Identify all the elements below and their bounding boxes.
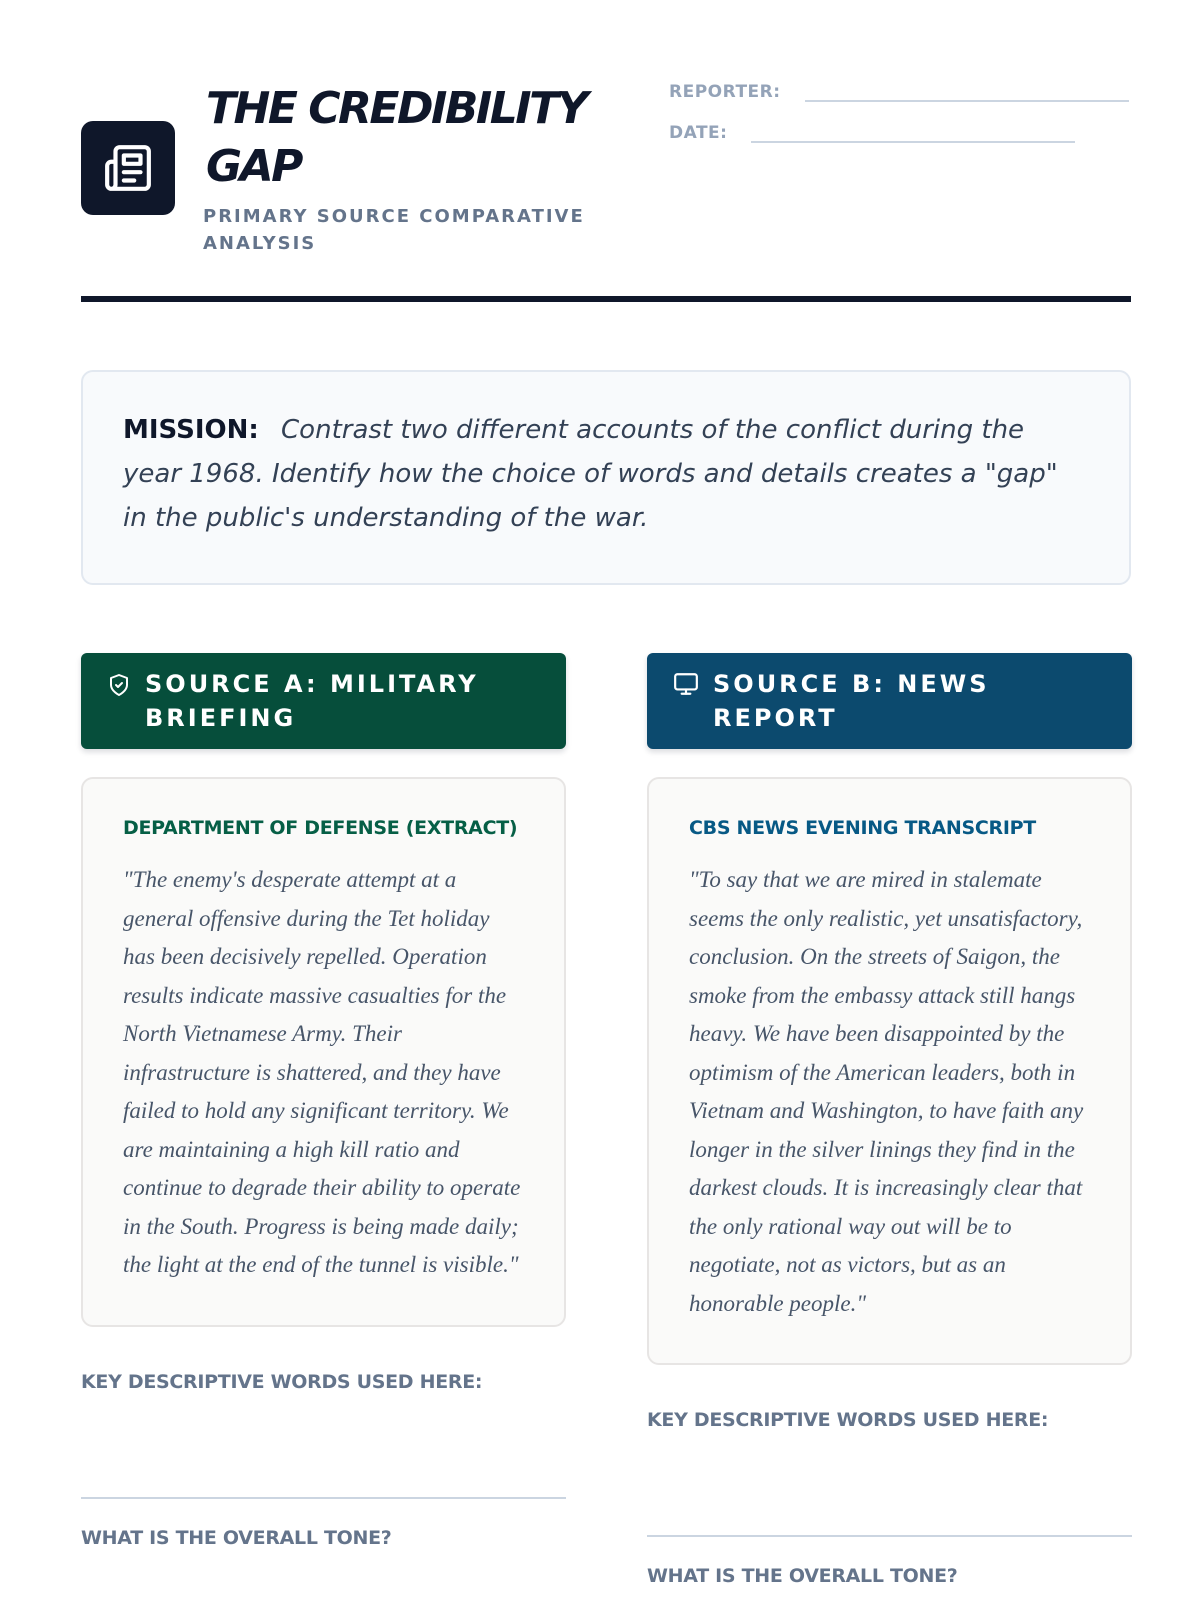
source-a-header: [81, 653, 566, 749]
source-b-tone-prompt: WHAT IS THE OVERALL TONE?: [647, 1565, 958, 1587]
reporter-label: REPORTER:: [669, 82, 781, 102]
header-divider: [81, 296, 1131, 302]
mission-box: [81, 370, 1131, 585]
source-b-title: SOURCE B: NEWS REPORT: [713, 670, 990, 732]
date-field[interactable]: [751, 123, 1075, 143]
source-a-words-prompt: KEY DESCRIPTIVE WORDS USED HERE:: [81, 1370, 483, 1393]
source-b-card: [647, 777, 1132, 1365]
mission-text: [123, 408, 1089, 540]
source-a-tone-prompt: WHAT IS THE OVERALL TONE?: [81, 1526, 392, 1549]
logo-badge: [81, 121, 175, 215]
source-b-words-prompt: KEY DESCRIPTIVE WORDS USED HERE:: [647, 1409, 1049, 1431]
date-row: [669, 123, 1075, 143]
date-label: DATE:: [669, 123, 728, 143]
reporter-row: [669, 82, 1129, 102]
source-b-card-label: CBS NEWS EVENING TRANSCRIPT: [689, 817, 1036, 839]
reporter-field[interactable]: [805, 82, 1129, 102]
source-b-header: [647, 653, 1132, 749]
source-b-column: [647, 653, 1132, 1587]
source-a-card: [81, 777, 566, 1327]
page-title: THE CREDIBILITY GAP: [206, 83, 587, 192]
source-a-column: [81, 653, 566, 1549]
monitor-icon: [673, 671, 699, 702]
source-b-words-answer[interactable]: [647, 1535, 1132, 1537]
shield-check-icon: [107, 673, 131, 702]
newspaper-icon: [103, 143, 153, 193]
source-a-words-answer[interactable]: [81, 1497, 566, 1499]
page-subtitle: PRIMARY SOURCE COMPARATIVE ANALYSIS: [203, 206, 585, 254]
source-a-card-label: DEPARTMENT OF DEFENSE (EXTRACT): [123, 817, 518, 839]
mission-body: Contrast two different accounts of the conflict during the year 1968. Identify how the choice of words and details creates a "gap" in the public's understanding of the war.: [123, 415, 1058, 533]
source-a-title: SOURCE A: MILITARY BRIEFING: [145, 670, 479, 732]
source-b-quote: "To say that we are mired in stalemate seems the only realistic, yet unsatisfactory, conclusion. On the streets of Saigon, the smoke from the embassy attack still hangs heavy. We have been disappointed by the optimism of the American leaders, both in Vietnam and Washington, to have faith any longer in the silver linings they find in the darkest clouds. It is increasingly clear that the only rational way out will be to negotiate, not as victors, but as an honorable people.": [689, 867, 1084, 1316]
mission-label: MISSION:: [123, 415, 259, 445]
source-a-quote: "The enemy's desperate attempt at a general offensive during the Tet holiday has been decisively repelled. Operation results indicate massive casualties for the North Vietnamese Army. Their infrastructure is shattered, and they have failed to hold any significant territory. We are maintaining a high kill ratio and continue to degrade their ability to operate in the South. Progress is being made daily; the light at the end of the tunnel is visible.": [123, 867, 521, 1277]
worksheet-header: [81, 80, 1131, 300]
